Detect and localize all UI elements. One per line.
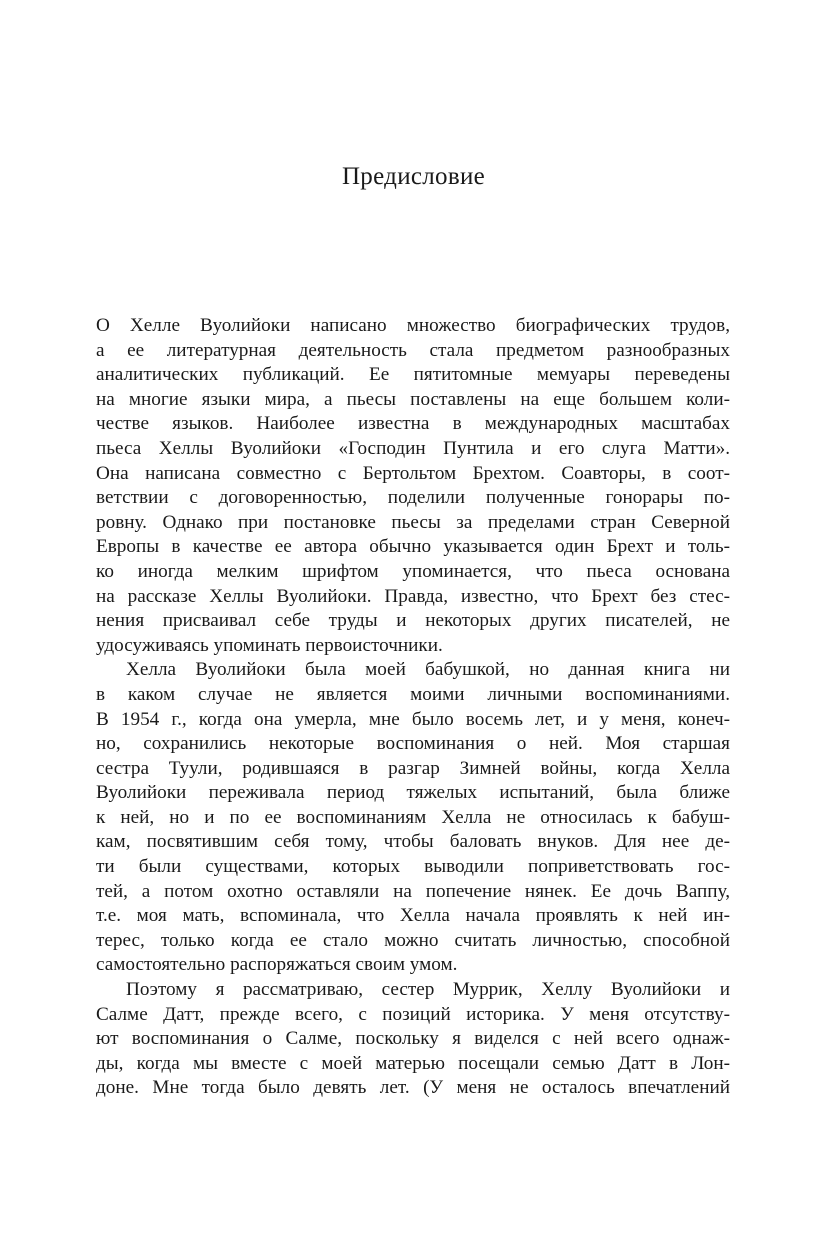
paragraph: [96, 314, 730, 658]
text-line: терес, только когда ее стало можно считать личностью, способной: [96, 929, 730, 951]
text-line: Салме Датт, прежде всего, с позиций историка. У меня отсутству-: [96, 1003, 730, 1025]
text-line: аналитических публикаций. Ее пятитомные мемуары переведены: [96, 364, 730, 386]
text-line: на многие языки мира, а пьесы поставлены на еще большем коли-: [96, 388, 730, 410]
text-line: удосуживаясь упоминать первоисточники.: [96, 634, 443, 656]
text-line: доне. Мне тогда было девять лет. (У меня не осталось впечатлений: [96, 1077, 730, 1099]
text-line: ды, когда мы вместе с моей матерью посещали семью Датт в Лон-: [96, 1052, 730, 1074]
text-line: т.е. моя мать, вспоминала, что Хелла начала проявлять к ней ин-: [96, 905, 730, 927]
text-line: на рассказе Хеллы Вуолийоки. Правда, известно, что Брехт без стес-: [96, 585, 730, 607]
page-title: Предисловие: [341, 163, 486, 190]
text-line: Европы в качестве ее автора обычно указывается один Брехт и толь-: [96, 536, 730, 558]
text-line: а ее литературная деятельность стала предметом разнообразных: [96, 339, 730, 361]
text-line: ветствии с договоренностью, поделили полученные гонорары по-: [96, 487, 730, 509]
text-line: Вуолийоки переживала период тяжелых испытаний, была ближе: [96, 782, 730, 804]
text-line: ти были существами, которых выводили поприветствовать гос-: [96, 856, 730, 878]
text-line: тей, а потом охотно оставляли на попечение нянек. Ее дочь Ваппу,: [96, 880, 730, 902]
text-line: В 1954 г., когда она умерла, мне было восемь лет, и у меня, конеч-: [96, 708, 730, 730]
text-line: кам, посвятившим себя тому, чтобы баловать внуков. Для нее де-: [96, 831, 730, 853]
text-line: но, сохранились некоторые воспоминания о ней. Моя старшая: [96, 733, 730, 755]
text-line: Хелла Вуолийоки была моей бабушкой, но данная книга ни: [126, 659, 730, 681]
text-line: честве языков. Наиболее известна в международных масштабах: [96, 413, 730, 435]
text-line: к ней, но и по ее воспоминаниям Хелла не относилась к бабуш-: [96, 806, 730, 828]
text-line: пьеса Хеллы Вуолийоки «Господин Пунтила и его слуга Матти».: [96, 437, 730, 459]
text-line: ют воспоминания о Салме, поскольку я виделся с ней всего однаж-: [96, 1028, 730, 1050]
text-line: ровну. Однако при постановке пьесы за пределами стран Северной: [96, 511, 730, 533]
text-line: сестра Туули, родившаяся в разгар Зимней войны, когда Хелла: [96, 757, 730, 779]
text-line: ко иногда мелким шрифтом упоминается, что пьеса основана: [96, 560, 730, 582]
paragraph: [96, 978, 730, 1101]
text-line: самостоятельно распоряжаться своим умом.: [96, 954, 458, 976]
text-line: нения присваивал себе труды и некоторых других писателей, не: [96, 610, 730, 632]
text-line: в каком случае не является моими личными воспоминаниями.: [96, 683, 730, 705]
text-line: Она написана совместно с Бертольтом Брехтом. Соавторы, в соот-: [96, 462, 730, 484]
paragraph: [96, 658, 730, 978]
text-line: Поэтому я рассматриваю, сестер Муррик, Хеллу Вуолийоки и: [126, 979, 730, 1001]
text-line: О Хелле Вуолийоки написано множество биографических трудов,: [96, 315, 730, 336]
body-text: [96, 314, 730, 1101]
